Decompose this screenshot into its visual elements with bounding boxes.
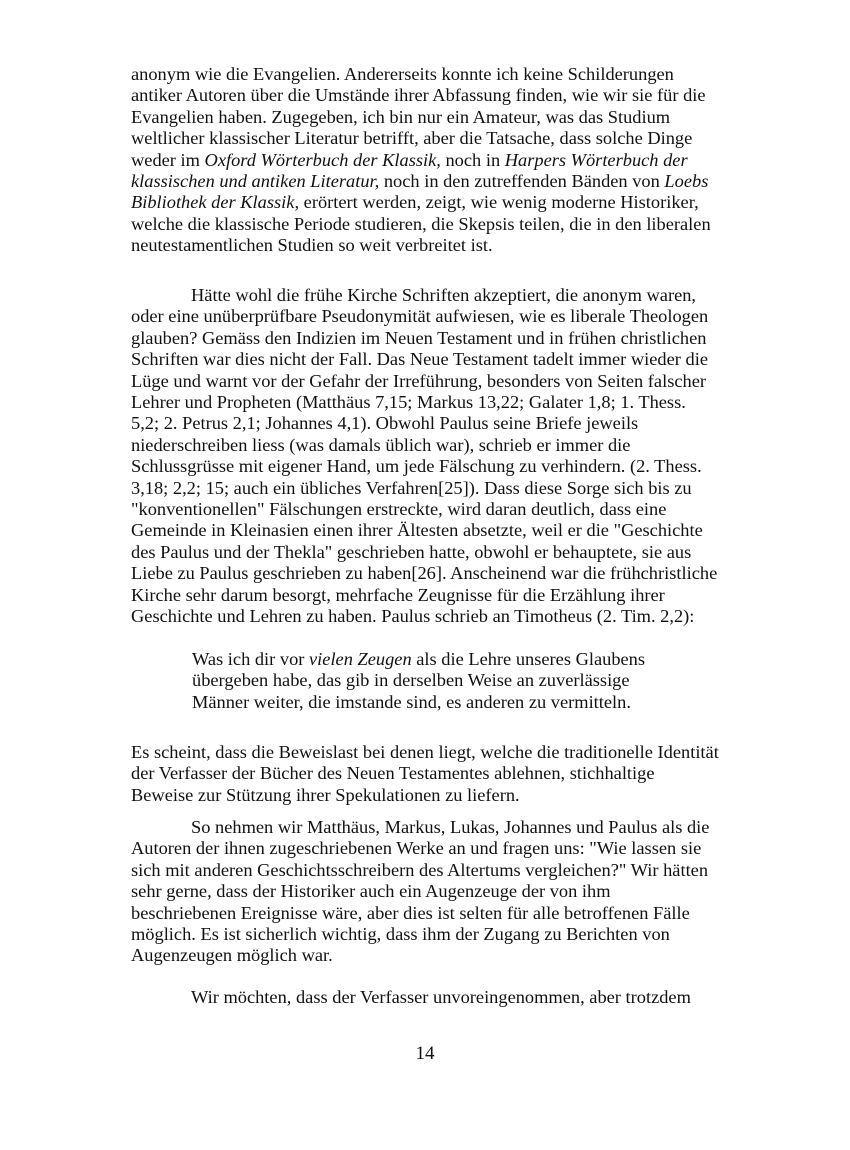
text-line: Bibliothek der Klassik, erörtert werden, zeigt, wie wenig moderne Historiker, <box>131 192 699 213</box>
italic-title: Harpers Wörterbuch der <box>504 149 688 170</box>
text-line: sehr gerne, dass der Historiker auch ein Augenzeuge der von ihm <box>131 881 611 902</box>
text-line: Lüge und warnt vor der Gefahr der Irreführung, besonders von Seiten falscher <box>131 370 707 391</box>
paragraph-1 <box>131 64 711 257</box>
text-line: Liebe zu Paulus geschrieben zu haben[26]. Anscheinend war die frühchristliche <box>131 563 718 584</box>
text-line: weltlicher klassischer Literatur betrifft, aber die Tatsache, dass solche Dinge <box>131 128 693 149</box>
text-line: weder im Oxford Wörterbuch der Klassik, noch in Harpers Wörterbuch der <box>131 149 688 170</box>
text-line: anonym wie die Evangelien. Andererseits konnte ich keine Schilderungen <box>131 64 674 84</box>
italic-title: Oxford Wörterbuch der Klassik, <box>204 149 441 170</box>
italic-title: vielen Zeugen <box>309 649 412 669</box>
italic-title: klassischen und antiken Literatur, <box>131 171 380 192</box>
text-line: beschriebenen Ereignisse wäre, aber dies ist selten für alle betroffenen Fälle <box>131 902 690 923</box>
text-line: Autoren der ihnen zugeschriebenen Werke an und fragen uns: "Wie lassen sie <box>131 838 702 859</box>
text-line: Männer weiter, die imstande sind, es anderen zu vermitteln. <box>192 691 631 712</box>
text-line: der Verfasser der Bücher des Neuen Testamentes ablehnen, stichhaltige <box>131 763 655 784</box>
text-line: klassischen und antiken Literatur, noch in den zutreffenden Bänden von Loebs <box>131 171 709 192</box>
text-line: Was ich dir vor vielen Zeugen als die Lehre unseres Glaubens <box>192 649 646 669</box>
text-line: sich mit anderen Geschichtsschreibern des Altertums vergleichen?" Wir hätten <box>131 859 709 880</box>
text-line: antiker Autoren über die Umstände ihrer Abfassung finden, wie wir sie für die <box>131 85 706 106</box>
text-line: Geschichte und Lehren zu haben. Paulus schrieb an Timotheus (2. Tim. 2,2): <box>131 606 695 627</box>
text-line: Schlussgrüsse mit eigener Hand, um jede Fälschung zu verhindern. (2. Thess. <box>131 456 702 477</box>
text-line: des Paulus und der Thekla" geschrieben hatte, obwohl er behauptete, sie aus <box>131 541 692 562</box>
text-line: Hätte wohl die frühe Kirche Schriften akzeptiert, die anonym waren, <box>191 285 697 305</box>
text-line: Augenzeugen möglich war. <box>131 945 333 966</box>
text-line: Wir möchten, dass der Verfasser unvoreingenommen, aber trotzdem <box>191 987 691 1007</box>
italic-title: Loebs <box>664 171 709 192</box>
text-line: möglich. Es ist sicherlich wichtig, dass ihm der Zugang zu Berichten von <box>131 924 670 945</box>
text-line: Beweise zur Stützung ihrer Spekulationen zu liefern. <box>131 784 520 805</box>
text-line: So nehmen wir Matthäus, Markus, Lukas, Johannes und Paulus als die <box>191 817 710 837</box>
text-line: neutestamentlichen Studien so weit verbreitet ist. <box>131 235 493 256</box>
text-line: Gemeinde in Kleinasien einen ihrer Ältesten absetzte, weil er die "Geschichte <box>131 520 703 541</box>
text-line: 5,2; 2. Petrus 2,1; Johannes 4,1). Obwohl Paulus seine Briefe jeweils <box>131 413 639 434</box>
italic-title: Bibliothek der Klassik, <box>131 192 300 213</box>
paragraph-3 <box>131 742 719 806</box>
text-line: "konventionellen" Fälschungen erstreckte, wird daran deutlich, dass eine <box>131 499 667 520</box>
text-line: Schriften war dies nicht der Fall. Das Neue Testament tadelt immer wieder die <box>131 349 708 370</box>
page-number: 14 <box>415 1043 435 1064</box>
text-line: Es scheint, dass die Beweislast bei denen liegt, welche die traditionelle Identität <box>131 742 719 762</box>
text-line: oder eine unüberprüfbare Pseudonymität aufwiesen, wie es liberale Theologen <box>131 306 709 327</box>
paragraph-5 <box>131 987 711 1008</box>
paragraph-2 <box>131 285 718 628</box>
text-line: Lehrer und Propheten (Matthäus 7,15; Markus 13,22; Galater 1,8; 1. Thess. <box>131 392 686 413</box>
text-line: Evangelien haben. Zugegeben, ich bin nur ein Amateur, was das Studium <box>131 106 671 127</box>
text-line: 3,18; 2,2; 15; auch ein übliches Verfahren[25]). Dass diese Sorge sich bis zu <box>131 477 692 498</box>
text-line: niederschreiben liess (was damals üblich war), schrieb er immer die <box>131 434 631 455</box>
text-line: übergeben habe, das gib in derselben Weise an zuverlässige <box>192 670 630 691</box>
paragraph-4 <box>131 817 711 967</box>
block-quote <box>192 649 662 713</box>
text-line: glauben? Gemäss den Indizien im Neuen Testament und in frühen christlichen <box>131 327 707 348</box>
text-line: welche die klassische Periode studieren, die Skepsis teilen, die in den liberalen <box>131 213 711 234</box>
text-line: Kirche sehr darum besorgt, mehrfache Zeugnisse für die Erzählung ihrer <box>131 584 665 605</box>
